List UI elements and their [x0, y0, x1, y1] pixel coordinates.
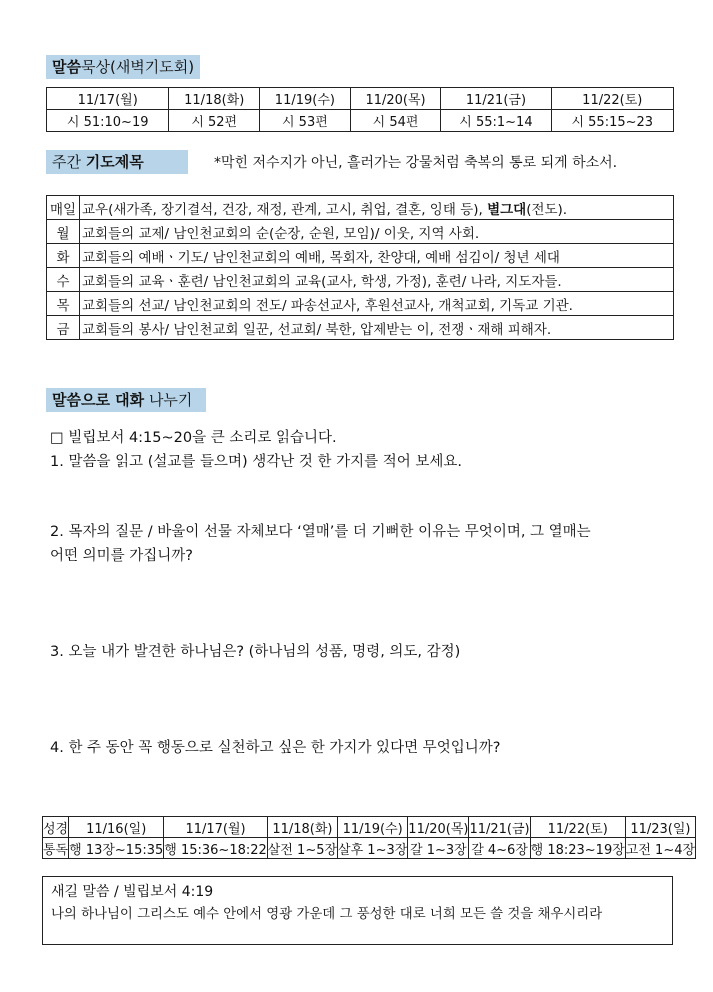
reading-passage: 살후 1~3장 — [338, 838, 408, 859]
devotion-passage-row — [47, 110, 674, 132]
reading-passage: 갈 1~3장 — [408, 838, 469, 859]
reading-passage: 행 13장~15:35 — [69, 838, 164, 859]
prayer-row — [47, 292, 674, 316]
devotion-date: 11/17(월) — [47, 88, 169, 110]
prayer-day: 금 — [47, 316, 80, 340]
reading-label: 통독 — [43, 838, 69, 859]
reading-passage: 행 15:36~18:22 — [164, 838, 268, 859]
prayer-text: 교회들의 교제/ 남인천교회의 순(순장, 순원, 모임)/ 이웃, 지역 사회. — [80, 220, 674, 244]
prayer-day: 월 — [47, 220, 80, 244]
prayer-row — [47, 244, 674, 268]
devotion-passage: 시 54편 — [350, 110, 441, 132]
reading-date: 11/23(일) — [625, 817, 695, 838]
reading-date: 11/18(화) — [267, 817, 337, 838]
reading-instruction: □ 빌립보서 4:15~20을 큰 소리로 읽습니다. — [50, 430, 337, 446]
devotion-heading: 말씀묵상(새벽기도회) — [46, 55, 200, 79]
question-2: 2. 목자의 질문 / 바울이 선물 자체보다 ‘열매’를 더 기뻐한 이유는 무엇이며, 그 열매는 — [50, 524, 591, 540]
prayer-day: 매일 — [47, 196, 80, 220]
prayer-row — [47, 268, 674, 292]
bible-reading-table — [42, 816, 696, 859]
reading-passage-row — [43, 838, 696, 859]
prayer-heading: 주간 기도제목 — [46, 150, 188, 174]
prayer-text: 교회들의 선교/ 남인천교회의 전도/ 파송선교사, 후원선교사, 개척교회, 기독교 기관. — [80, 292, 674, 316]
devotion-date-row — [47, 88, 674, 110]
prayer-row — [47, 196, 674, 220]
question-2-continued: 어떤 의미를 가집니까? — [50, 548, 193, 564]
devotion-date: 11/20(목) — [350, 88, 441, 110]
reading-passage: 고전 1~4장 — [625, 838, 695, 859]
reading-date-row — [43, 817, 696, 838]
devotion-date: 11/19(수) — [260, 88, 351, 110]
prayer-row — [47, 220, 674, 244]
prayer-text: 교회들의 봉사/ 남인천교회 일꾼, 선교회/ 북한, 압제받는 이, 전쟁ㆍ재해 피해자. — [80, 316, 674, 340]
reading-date: 11/16(일) — [69, 817, 164, 838]
devotion-table — [46, 87, 674, 132]
prayer-day: 목 — [47, 292, 80, 316]
devotion-passage: 시 53편 — [260, 110, 351, 132]
dialogue-heading: 말씀으로 대화 나누기 — [46, 388, 206, 412]
prayer-table — [46, 195, 674, 340]
question-3: 3. 오늘 내가 발견한 하나님은? (하나님의 성품, 명령, 의도, 감정) — [50, 644, 461, 660]
reading-label: 성경 — [43, 817, 69, 838]
devotion-date: 11/22(토) — [551, 88, 673, 110]
question-4: 4. 한 주 동안 꼭 행동으로 실천하고 싶은 한 가지가 있다면 무엇입니까? — [50, 740, 501, 756]
prayer-motto: *막힌 저수지가 아닌, 흘러가는 강물처럼 축복의 통로 되게 하소서. — [214, 155, 618, 171]
devotion-passage: 시 55:15~23 — [551, 110, 673, 132]
reading-date: 11/22(토) — [530, 817, 625, 838]
prayer-day: 화 — [47, 244, 80, 268]
reading-date: 11/19(수) — [338, 817, 408, 838]
reading-date: 11/17(월) — [164, 817, 268, 838]
prayer-row — [47, 316, 674, 340]
prayer-text: 교회들의 교육ㆍ훈련/ 남인천교회의 교육(교사, 학생, 가정), 훈련/ 나라, 지도자들. — [80, 268, 674, 292]
reading-date: 11/20(목) — [408, 817, 469, 838]
memory-verse-box — [42, 876, 673, 945]
reading-date: 11/21(금) — [469, 817, 530, 838]
prayer-text: 교회들의 예배ㆍ기도/ 남인천교회의 예배, 목회자, 찬양대, 예배 섬김이/ 청년 세대 — [80, 244, 674, 268]
devotion-passage: 시 51:10~19 — [47, 110, 169, 132]
reading-passage: 갈 4~6장 — [469, 838, 530, 859]
devotion-date: 11/21(금) — [441, 88, 551, 110]
devotion-date: 11/18(화) — [169, 88, 260, 110]
devotion-passage: 시 55:1~14 — [441, 110, 551, 132]
memory-verse-text: 나의 하나님이 그리스도 예수 안에서 영광 가운데 그 풍성한 대로 너희 모든 쓸 것을 채우시리라 — [51, 907, 603, 922]
memory-verse-title: 새길 말씀 / 빌립보서 4:19 — [51, 884, 214, 900]
reading-passage: 행 18:23~19장 — [530, 838, 625, 859]
question-1: 1. 말씀을 읽고 (설교를 들으며) 생각난 것 한 가지를 적어 보세요. — [50, 454, 463, 470]
devotion-passage: 시 52편 — [169, 110, 260, 132]
prayer-text: 교우(새가족, 장기결석, 건강, 재정, 관계, 고시, 취업, 결혼, 잉태 등), 별그대(전도). — [80, 196, 674, 220]
reading-passage: 살전 1~5장 — [267, 838, 337, 859]
prayer-day: 수 — [47, 268, 80, 292]
